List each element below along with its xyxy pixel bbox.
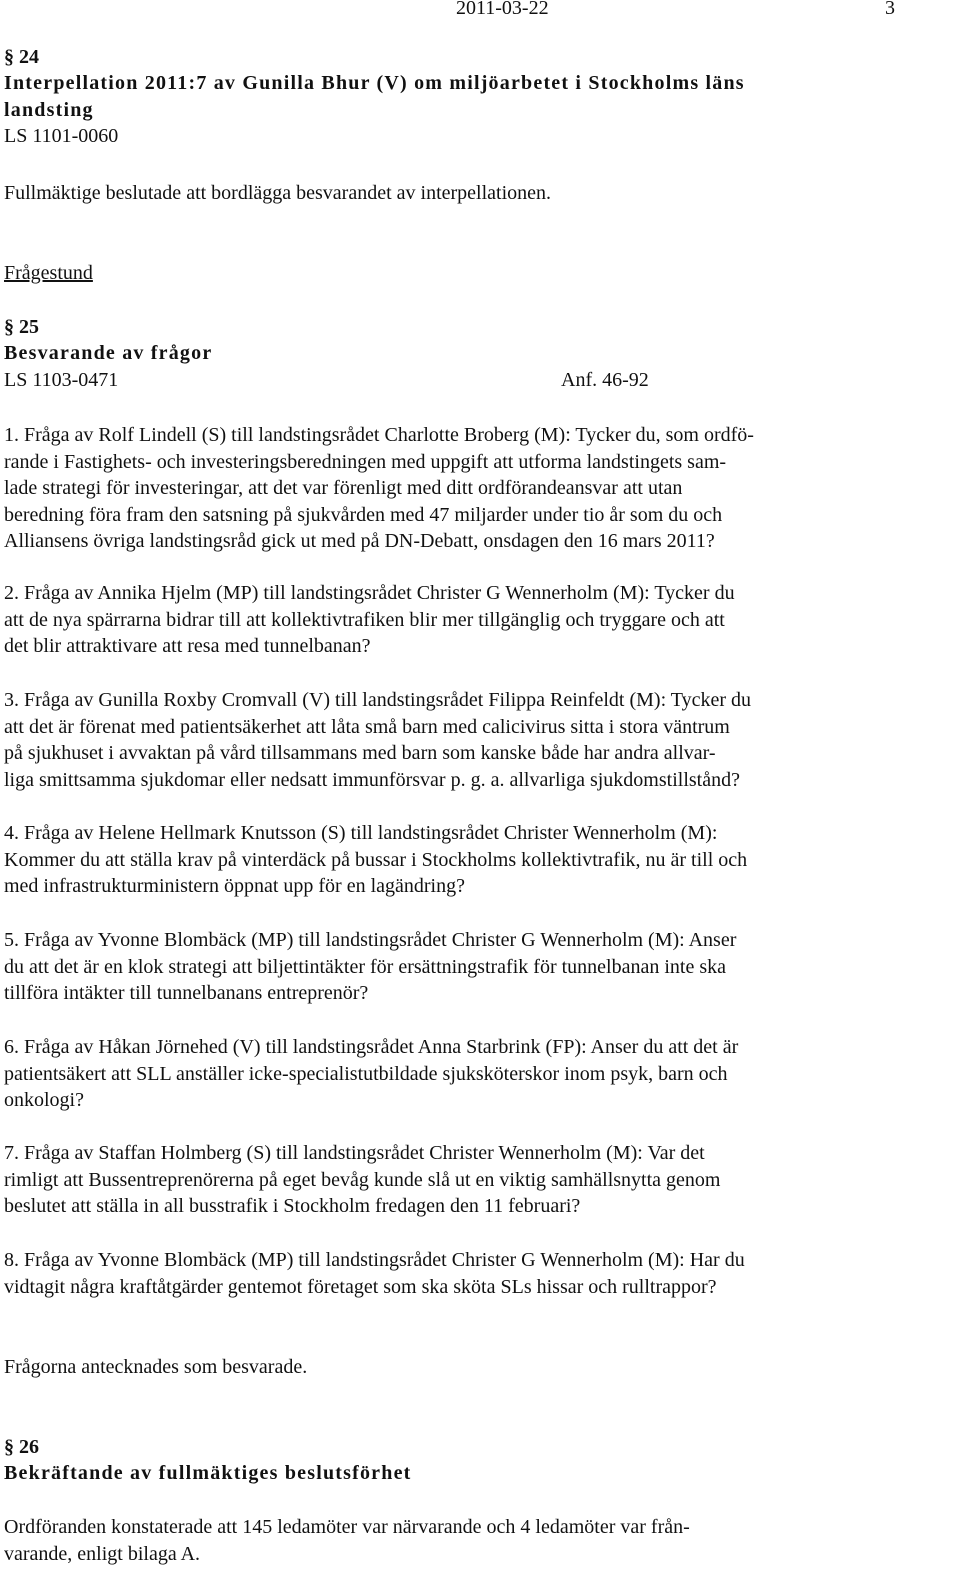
page-number: 3: [885, 0, 895, 19]
section-24-decision: [4, 180, 954, 207]
question-line: med infrastrukturministern öppnat upp för en lagändring?: [4, 875, 465, 897]
question-7: [4, 1140, 954, 1220]
question-5: [4, 927, 954, 1007]
question-3: [4, 687, 954, 793]
question-line: tillföra intäkter till tunnelbanans entreprenör?: [4, 982, 369, 1004]
section-25-ref-row: [4, 367, 954, 394]
question-line: att de nya spärrarna bidrar till att kollektivtrafiken blir mer tillgänglig och tryggare och att: [4, 608, 725, 631]
question-8: [4, 1247, 954, 1300]
question-line: rande i Fastighets- och investeringsberedningen med uppgift att utforma landstingets sam-: [4, 450, 727, 473]
page-header: [4, 0, 954, 23]
section-24-decision-text: Fullmäktige beslutade att bordlägga besvarandet av interpellationen.: [4, 182, 552, 204]
section-25-anf: Anf. 46-92: [561, 368, 649, 391]
conclusion-text: Frågorna antecknades som besvarade.: [4, 1356, 308, 1378]
section-26-text-line2: varande, enligt bilaga A.: [4, 1542, 201, 1565]
question-line: vidtagit några kraftåtgärder gentemot företaget som ska sköta SLs hissar och rulltrappor?: [4, 1275, 717, 1298]
section-24-number: § 24: [4, 46, 39, 68]
fragestund: [4, 260, 954, 287]
section-26-text: [4, 1514, 954, 1567]
fragestund-heading: Frågestund: [4, 262, 93, 284]
question-2: [4, 580, 954, 660]
header-date: 2011-03-22: [456, 0, 549, 19]
question-line: 1. Fråga av Rolf Lindell (S) till landstingsrådet Charlotte Broberg (M): Tycker du, som ordfö-: [4, 424, 754, 446]
question-1: [4, 422, 954, 555]
question-line: 3. Fråga av Gunilla Roxby Cromvall (V) till landstingsrådet Filippa Reinfeldt (M): Tycker du: [4, 689, 751, 711]
section-26-text-line1: Ordföranden konstaterade att 145 ledamöter var närvarande och 4 ledamöter var från-: [4, 1516, 690, 1538]
question-line: 7. Fråga av Staffan Holmberg (S) till landstingsrådet Christer Wennerholm (M): Var det: [4, 1142, 705, 1164]
question-6: [4, 1034, 954, 1114]
section-25-number: § 25: [4, 316, 39, 338]
section-25-title: Besvarande av frågor: [4, 342, 213, 364]
question-line: beslutet att ställa in all busstrafik i Stockholm fredagen den 11 februari?: [4, 1195, 581, 1217]
question-line: rimligt att Bussentreprenörerna på eget bevåg kunde slå ut en viktig samhällsnytta genom: [4, 1168, 721, 1191]
section-26-number: § 26: [4, 1436, 39, 1458]
question-line: att det är förenat med patientsäkerhet att låta små barn med calicivirus sitta i stora väntrum: [4, 715, 730, 738]
section-25-ref: LS 1103-0471: [4, 368, 119, 391]
question-line: lade strategi för investeringar, att det var förenligt med ditt ordförandeansvar att utan: [4, 477, 683, 499]
question-line: det blir attraktivare att resa med tunnelbanan?: [4, 635, 371, 657]
section-24-title-line2: landsting: [4, 98, 94, 121]
question-line: på sjukhuset i avvaktan på vård tillsammans med barn som kanske både har andra allvar-: [4, 742, 716, 764]
section-24-ref: LS 1101-0060: [4, 125, 119, 147]
section-24-title-line1: Interpellation 2011:7 av Gunilla Bhur (V) om miljöarbetet i Stockholms läns: [4, 72, 745, 94]
question-line: onkologi?: [4, 1089, 84, 1111]
question-line: Kommer du att ställa krav på vinterdäck på bussar i Stockholms kollektivtrafik, nu är till och: [4, 848, 748, 871]
section-26: [4, 1434, 954, 1487]
section-25: [4, 314, 954, 393]
question-line: Alliansens övriga landstingsråd gick ut med på DN-Debatt, onsdagen den 16 mars 2011?: [4, 530, 715, 552]
question-line: beredning föra fram den satsning på sjukvården med 47 miljarder under tio år som du och: [4, 503, 723, 526]
section-24: [4, 44, 954, 150]
conclusion: [4, 1354, 954, 1381]
question-line: patientsäkert att SLL anställer icke-specialistutbildade sjuksköterskor inom psyk, barn och: [4, 1062, 728, 1085]
question-line: du att det är en klok strategi att biljettintäkter för ersättningstrafik för tunnelbanan inte ska: [4, 955, 726, 978]
question-line: 4. Fråga av Helene Hellmark Knutsson (S) till landstingsrådet Christer Wennerholm (M):: [4, 822, 718, 844]
question-line: 8. Fråga av Yvonne Blombäck (MP) till landstingsrådet Christer G Wennerholm (M): Har du: [4, 1249, 745, 1271]
question-line: 2. Fråga av Annika Hjelm (MP) till landstingsrådet Christer G Wennerholm (M): Tycker du: [4, 582, 735, 604]
question-line: 6. Fråga av Håkan Jörnehed (V) till landstingsrådet Anna Starbrink (FP): Anser du att det är: [4, 1036, 739, 1058]
section-26-title: Bekräftande av fullmäktiges beslutsförhet: [4, 1462, 412, 1484]
question-line: 5. Fråga av Yvonne Blombäck (MP) till landstingsrådet Christer G Wennerholm (M): Anser: [4, 929, 737, 951]
question-line: liga smittsamma sjukdomar eller nedsatt immunförsvar p. g. a. allvarliga sjukdomstillstånd?: [4, 768, 740, 791]
question-4: [4, 820, 954, 900]
